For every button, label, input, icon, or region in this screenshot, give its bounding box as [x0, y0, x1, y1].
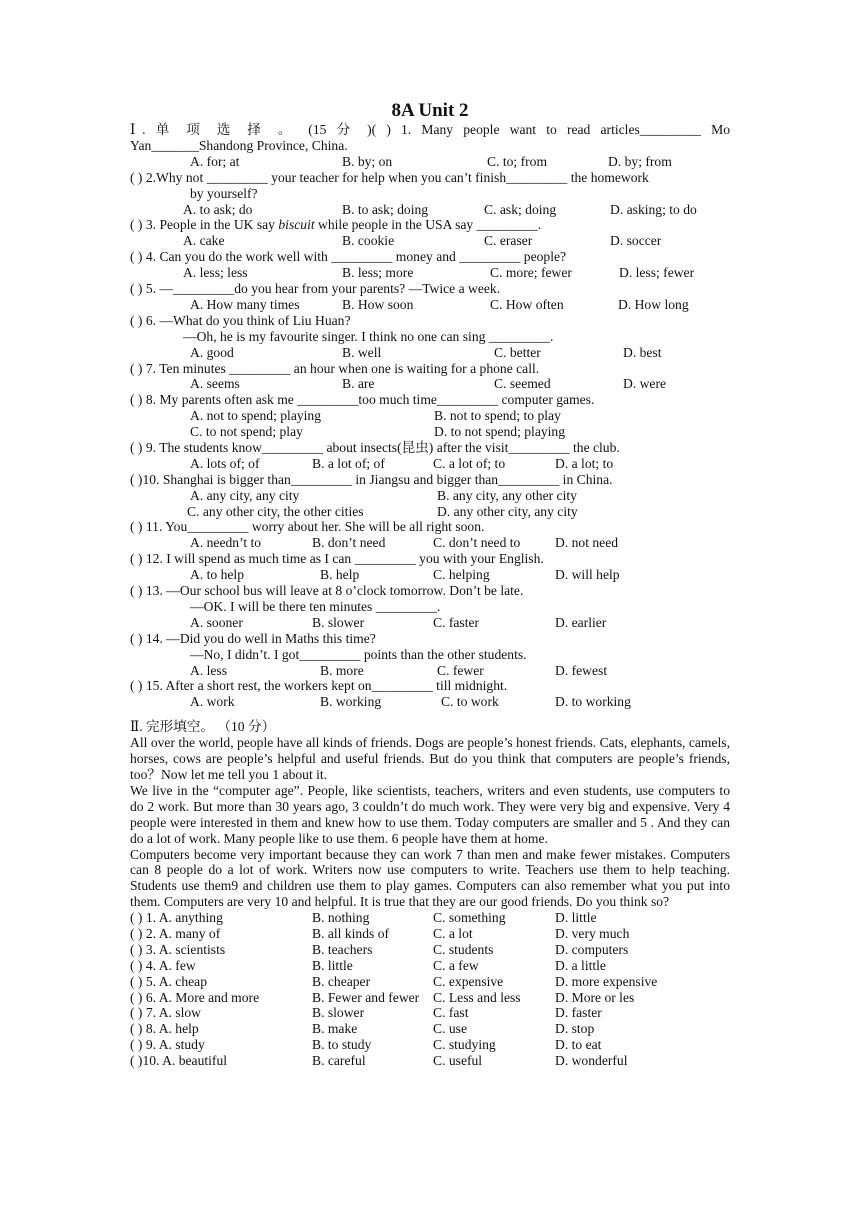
option-a: A. not to spend; playing	[190, 408, 322, 424]
section2-header: Ⅱ. 完形填空。 （10 分）	[130, 719, 276, 735]
q10-stem: ( )10. Shanghai is bigger than_________ in Jiangsu and bigger than_________ in China.	[130, 471, 613, 487]
q9-options	[130, 456, 730, 472]
q5-stem: ( ) 5. —_________do you hear from your parents? —Twice a week.	[130, 281, 501, 296]
option-a: A. How many times	[190, 296, 300, 312]
q3-options	[130, 233, 730, 249]
option-b: B. are	[342, 376, 375, 392]
option-c: C. better	[494, 344, 541, 360]
cloze-item-option-d: D. faster	[555, 1005, 602, 1021]
cloze-item-option-b: B. little	[312, 957, 353, 973]
q13-options	[130, 615, 730, 631]
cloze-paragraph-3: Computers become very important because they can work 7 than men and make fewer mistakes. Computers can 8 people do a lot of work. Writers now use computers to write. Teachers use them to help teaching. Students use them9 and children use them to play games. Computers can also remember what you put into them. Computers are very 10 and helpful. It is true that they are our good friends. Do you think so?	[130, 846, 730, 910]
option-b: B. a lot of; of	[312, 455, 385, 471]
option-d: D. earlier	[555, 614, 607, 630]
option-a: A. less; less	[183, 265, 248, 281]
option-c: C. any other city, the other cities	[187, 503, 364, 519]
section1-header: Ⅰ. 单 项 选 择 。 (15 分 )( ) 1. Many people want to read articles_________ Mo	[130, 122, 730, 137]
option-c: C. a lot of; to	[433, 455, 506, 471]
cloze-item-row	[130, 1037, 730, 1053]
section-cloze	[130, 719, 730, 1069]
cloze-item-option-d: D. a little	[555, 957, 606, 973]
q1-continued: Yan_______Shandong Province, China.	[130, 137, 348, 153]
cloze-item-option-b: B. slower	[312, 1005, 365, 1021]
option-b: B. slower	[312, 614, 365, 630]
cloze-item-option-b: B. make	[312, 1021, 358, 1037]
q13-stem: ( ) 13. —Our school bus will leave at 8 o’clock tomorrow. Don’t be late.	[130, 583, 524, 599]
cloze-item-option-d: D. more expensive	[555, 973, 658, 989]
cloze-item-option-c: C. use	[433, 1021, 467, 1037]
option-c: C. more; fewer	[490, 265, 572, 281]
q11-stem: ( ) 11. You_________ worry about her. She will be all right soon.	[130, 519, 485, 535]
cloze-item-option-c: C. fast	[433, 1005, 469, 1021]
option-d: D. less; fewer	[619, 265, 695, 281]
option-a: A. work	[190, 694, 235, 710]
option-d: D. to working	[555, 694, 631, 710]
cloze-item-row	[130, 926, 730, 942]
q3-text-start: ( ) 3. People in the UK say	[130, 217, 279, 233]
q1-options	[130, 154, 730, 170]
option-b: B. working	[320, 694, 382, 710]
cloze-item-row	[130, 990, 730, 1006]
option-c: C. How often	[490, 296, 564, 312]
option-b: B. How soon	[342, 296, 414, 312]
option-d: D. asking; to do	[610, 201, 697, 217]
worksheet-page	[130, 100, 730, 1069]
option-a: A. for; at	[190, 153, 240, 169]
cloze-item-option-b: B. to study	[312, 1037, 372, 1053]
option-c: C. don’t need to	[433, 535, 521, 551]
q15-stem: ( ) 15. After a short rest, the workers kept on_________ till midnight.	[130, 678, 508, 694]
option-a: A. any city, any city	[190, 487, 300, 503]
option-b: B. to ask; doing	[342, 201, 429, 217]
option-c: C. seemed	[494, 376, 551, 392]
q6-continued: —Oh, he is my favourite singer. I think no one can sing _________.	[183, 328, 554, 344]
cloze-item-option-d: D. to eat	[555, 1037, 602, 1053]
option-b: B. well	[342, 344, 382, 360]
cloze-item-option-a: ( ) 9. A. study	[130, 1037, 205, 1053]
section-single-choice	[130, 122, 730, 710]
cloze-item-option-c: C. students	[433, 941, 494, 957]
cloze-item-option-d: D. very much	[555, 926, 630, 942]
q8-options-row1	[130, 408, 730, 424]
option-d: D. by; from	[608, 153, 672, 169]
option-b: B. help	[320, 567, 360, 583]
option-a: A. lots of; of	[190, 455, 260, 471]
q6-options	[130, 345, 730, 361]
cloze-item-option-c: C. studying	[433, 1037, 496, 1053]
q2-continued: by yourself?	[190, 185, 258, 201]
page-title: 8A Unit 2	[391, 100, 469, 121]
q2-stem: ( ) 2.Why not _________ your teacher for help when you can’t finish_________ the homework	[130, 169, 649, 185]
q10-options-row1	[130, 488, 730, 504]
q13-continued: —OK. I will be there ten minutes _________.	[190, 598, 441, 614]
q14-options	[130, 663, 730, 679]
cloze-item-row	[130, 910, 730, 926]
option-d: D. any other city, any city	[437, 503, 578, 519]
cloze-item-option-d: D. stop	[555, 1021, 595, 1037]
q12-stem: ( ) 12. I will spend as much time as I can _________ you with your English.	[130, 551, 544, 567]
cloze-item-option-c: C. expensive	[433, 973, 504, 989]
cloze-paragraph-2: We live in the “computer age”. People, like scientists, teachers, writers and even students, use computers to do 2 work. But more than 30 years ago, 3 couldn’t do much work. They were very big and expensive. Very 4 people were interested in them and knew how to use them. Today computers are smaller and 5 . And they can do a lot of work. Many people like to use them. 6 people have them at home.	[130, 782, 730, 846]
cloze-item-row	[130, 1053, 730, 1069]
option-d: D. to not spend; playing	[434, 424, 566, 440]
cloze-item-option-a: ( ) 8. A. help	[130, 1021, 199, 1037]
option-d: D. not need	[555, 535, 619, 551]
option-a: A. cake	[183, 233, 225, 249]
option-c: C. eraser	[484, 233, 533, 249]
cloze-item-option-c: C. a few	[433, 957, 479, 973]
cloze-item-row	[130, 1005, 730, 1021]
cloze-item-option-a: ( ) 4. A. few	[130, 957, 196, 973]
q3-text-end: while people in the USA say _________.	[314, 217, 542, 233]
cloze-item-row	[130, 974, 730, 990]
cloze-item-row	[130, 958, 730, 974]
q8-stem: ( ) 8. My parents often ask me _________too much time_________ computer games.	[130, 392, 595, 408]
cloze-item-option-d: D. computers	[555, 941, 629, 957]
cloze-item-option-b: B. Fewer and fewer	[312, 989, 420, 1005]
q7-stem: ( ) 7. Ten minutes _________ an hour when one is waiting for a phone call.	[130, 360, 540, 376]
cloze-item-option-b: B. careful	[312, 1053, 366, 1069]
cloze-item-option-a: ( ) 7. A. slow	[130, 1005, 201, 1021]
option-b: B. any city, any other city	[437, 487, 577, 503]
cloze-item-option-b: B. all kinds of	[312, 926, 390, 942]
q11-options	[130, 535, 730, 551]
option-d: D. will help	[555, 567, 620, 583]
cloze-item-option-a: ( )10. A. beautiful	[130, 1053, 228, 1069]
option-d: D. were	[623, 376, 667, 392]
option-c: C. helping	[433, 567, 490, 583]
cloze-item-option-c: C. something	[433, 910, 506, 926]
option-b: B. by; on	[342, 153, 393, 169]
cloze-item-option-c: C. useful	[433, 1053, 483, 1069]
cloze-item-option-a: ( ) 2. A. many of	[130, 926, 221, 942]
cloze-paragraph-1: All over the world, people have all kinds of friends. Dogs are people’s honest friends. Cats, elephants, camels, horses, cows are people’s helpful and useful friends. But do you think that computers are people’s friends, too？Now let me tell you 1 about it.	[130, 735, 730, 782]
q8-options-row2	[130, 424, 730, 440]
q9-stem: ( ) 9. The students know_________ about insects(昆虫) after the visit_________ the club.	[130, 439, 620, 455]
q2-options	[130, 202, 730, 218]
option-c: C. to not spend; play	[190, 424, 303, 440]
cloze-options-list	[130, 910, 730, 1069]
option-d: D. best	[623, 344, 662, 360]
q3-italic-word: biscuit	[278, 217, 315, 233]
cloze-item-option-a: ( ) 3. A. scientists	[130, 941, 226, 957]
option-c: C. ask; doing	[484, 201, 557, 217]
q7-options	[130, 376, 730, 392]
cloze-item-row	[130, 1021, 730, 1037]
option-a: A. to help	[190, 567, 244, 583]
option-a: A. to ask; do	[183, 201, 253, 217]
option-a: A. sooner	[190, 614, 243, 630]
q12-options	[130, 567, 730, 583]
q4-options	[130, 265, 730, 281]
option-a: A. less	[190, 662, 228, 678]
option-a: A. needn’t to	[190, 535, 262, 551]
q3-stem	[130, 217, 730, 233]
q14-stem: ( ) 14. —Did you do well in Maths this time?	[130, 630, 376, 646]
cloze-item-option-d: D. More or les	[555, 989, 635, 1005]
cloze-item-option-a: ( ) 1. A. anything	[130, 910, 223, 926]
option-b: B. less; more	[342, 265, 414, 281]
cloze-item-option-a: ( ) 6. A. More and more	[130, 989, 260, 1005]
cloze-item-option-b: B. teachers	[312, 941, 373, 957]
cloze-item-option-d: D. little	[555, 910, 597, 926]
option-a: A. good	[190, 344, 234, 360]
option-d: D. a lot; to	[555, 455, 614, 471]
q6-stem: ( ) 6. —What do you think of Liu Huan?	[130, 312, 351, 328]
q10-options-row2	[130, 504, 730, 520]
q4-stem: ( ) 4. Can you do the work well with _________ money and _________ people?	[130, 249, 567, 265]
q5-options	[130, 297, 730, 313]
option-b: B. more	[320, 662, 364, 678]
cloze-item-row	[130, 942, 730, 958]
option-c: C. to; from	[487, 153, 548, 169]
q14-continued: —No, I didn’t. I got_________ points than the other students.	[190, 646, 527, 662]
option-c: C. to work	[441, 694, 499, 710]
cloze-item-option-c: C. Less and less	[433, 989, 521, 1005]
option-c: C. faster	[433, 614, 480, 630]
q15-options	[130, 694, 730, 710]
cloze-item-option-b: B. nothing	[312, 910, 370, 926]
option-d: D. How long	[618, 296, 689, 312]
option-a: A. seems	[190, 376, 240, 392]
cloze-item-option-d: D. wonderful	[555, 1053, 628, 1069]
option-b: B. don’t need	[312, 535, 386, 551]
cloze-item-option-c: C. a lot	[433, 926, 473, 942]
option-b: B. not to spend; to play	[434, 408, 561, 424]
option-c: C. fewer	[437, 662, 484, 678]
cloze-item-option-b: B. cheaper	[312, 973, 371, 989]
option-d: D. fewest	[555, 662, 608, 678]
option-d: D. soccer	[610, 233, 662, 249]
option-b: B. cookie	[342, 233, 395, 249]
cloze-item-option-a: ( ) 5. A. cheap	[130, 973, 208, 989]
